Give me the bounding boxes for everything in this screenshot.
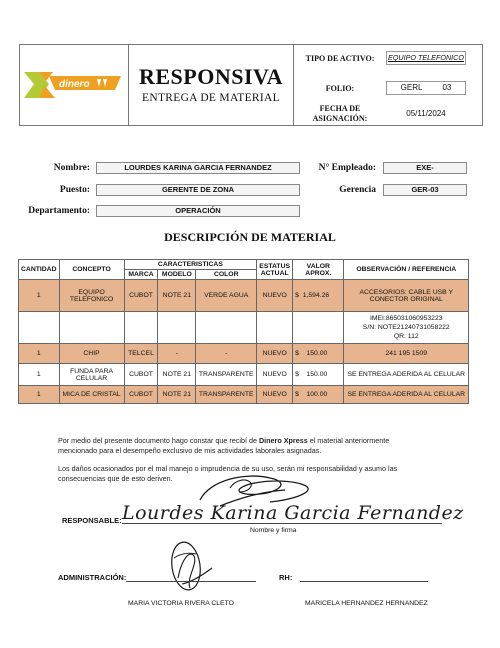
table-row — [19, 344, 469, 364]
currency-sign: $ — [295, 391, 299, 398]
cell-estatus — [257, 312, 293, 344]
para1-part-b: el material anteriormente — [307, 436, 390, 445]
table-row — [19, 280, 469, 312]
fecha-label — [300, 104, 380, 124]
cell-observacion: ACCESORIOS: CABLE USB Y CONECTOR ORIGINAL — [344, 280, 469, 312]
value-amount: 100.00 — [306, 391, 328, 398]
folio-prefix: GERL — [400, 83, 423, 92]
cell-marca: TELCEL — [124, 344, 158, 364]
cell-color: TRANSPARENTE — [196, 364, 257, 386]
rh-name: MARICELA HERNANDEZ HERNANDEZ — [305, 600, 428, 607]
value-amount: 150.00 — [306, 350, 328, 357]
nombre-field[interactable]: LOURDES KARINA GARCIA FERNANDEZ — [96, 162, 300, 174]
tipo-activo-value: EQUIPO TELEFONICO — [386, 51, 466, 65]
folio-label: FOLIO: — [325, 84, 355, 93]
cell-concepto: FUNDA PARA CELULAR — [59, 364, 124, 386]
gerencia-label: Gerencia — [339, 185, 376, 195]
responsable-signed-name: Lourdes Karina Garcia Fernandez — [122, 502, 464, 524]
col-estatus — [257, 260, 293, 280]
title-area — [129, 44, 294, 126]
logo-brand-text: dinero — [59, 79, 90, 90]
cell-estatus: NUEVO — [257, 280, 293, 312]
cell-cantidad: 1 — [19, 344, 60, 364]
cell-color: VERDE AGUA — [196, 280, 257, 312]
nombre-firma-label: Nombre y firma — [250, 527, 297, 534]
rh-signature-line — [300, 581, 428, 582]
folio-box — [386, 81, 466, 95]
col-estatus-line2: ACTUAL — [260, 269, 289, 277]
fecha-label-line2: ASIGNACIÓN: — [312, 114, 368, 123]
cell-modelo — [158, 312, 196, 344]
para1-part-c: mencionado para el desempeño exclusivo de mis actividades laborales asignadas. — [58, 446, 322, 455]
departamento-field[interactable]: OPERACIÓN — [96, 205, 300, 217]
para1-brand: Dinero Xpress — [258, 436, 308, 445]
cell-valor — [293, 386, 344, 404]
imei-text: IMEI:865031060953223 — [369, 315, 443, 322]
col-observacion: OBSERVACIÓN / REFERENCIA — [344, 260, 469, 280]
cell-observacion — [344, 312, 469, 344]
cell-concepto — [59, 312, 124, 344]
cell-cantidad: 1 — [19, 386, 60, 404]
col-marca: MARCA — [124, 270, 158, 280]
cell-valor — [293, 280, 344, 312]
material-table — [18, 259, 469, 404]
cell-color: - — [196, 344, 257, 364]
puesto-label: Puesto: — [59, 185, 90, 195]
col-caracteristicas: CARACTERISTICAS — [124, 260, 257, 270]
cell-marca — [124, 312, 158, 344]
signature-scribble-admin — [160, 538, 220, 600]
section-title: DESCRIPCIÓN DE MATERIAL — [164, 230, 336, 244]
puesto-field[interactable]: GERENTE DE ZONA — [96, 184, 300, 196]
cell-observacion: SE ENTREGA ADERIDA AL CELULAR — [344, 386, 469, 404]
cell-marca: CUBOT — [124, 364, 158, 386]
currency-sign: $ — [295, 371, 299, 378]
tipo-activo-label: TIPO DE ACTIVO: — [305, 54, 375, 63]
responsable-label: RESPONSABLE: — [62, 516, 122, 525]
value-amount: 1,594.26 — [302, 292, 330, 299]
serial-text: S/N: NOTE21240731058222 — [362, 324, 450, 331]
dinero-logo — [19, 44, 129, 126]
cell-modelo: NOTE 21 — [158, 386, 196, 404]
page-subtitle: ENTREGA DE MATERIAL — [142, 92, 280, 104]
fecha-value: 05/11/2024 — [406, 109, 446, 118]
logo-area — [19, 44, 129, 126]
table-header-row-1 — [19, 260, 469, 270]
cell-cantidad: 1 — [19, 364, 60, 386]
admin-signature-line — [126, 581, 256, 582]
page-title: RESPONSIVA — [139, 64, 283, 89]
qr-text: QR: 112 — [393, 333, 419, 340]
cell-marca: CUBOT — [124, 280, 158, 312]
cell-estatus: NUEVO — [257, 386, 293, 404]
cell-concepto: EQUIPO TELEFONICO — [59, 280, 124, 312]
cell-color — [196, 312, 257, 344]
cell-observacion: 241 195 1509 — [344, 344, 469, 364]
cell-cantidad: 1 — [19, 280, 60, 312]
admin-name: MARIA VICTORIA RIVERA CLETO — [128, 600, 234, 607]
cell-modelo: NOTE 21 — [158, 280, 196, 312]
cell-modelo: - — [158, 344, 196, 364]
col-valor-line2: APROX. — [305, 269, 332, 277]
cell-cantidad — [19, 312, 60, 344]
col-estatus-line1: ESTATUS — [259, 262, 291, 270]
value-amount: 150.00 — [306, 371, 328, 378]
gerencia-field[interactable]: GER-03 — [383, 184, 467, 196]
col-cantidad: CANTIDAD — [19, 260, 60, 280]
table-row — [19, 364, 469, 386]
cell-valor — [293, 344, 344, 364]
paragraph-receipt — [58, 436, 458, 456]
col-valor — [293, 260, 344, 280]
cell-valor — [293, 364, 344, 386]
cell-estatus: NUEVO — [257, 364, 293, 386]
responsable-signature-line — [122, 523, 442, 524]
nombre-label: Nombre: — [53, 163, 90, 173]
table-row — [19, 386, 469, 404]
fecha-label-line1: FECHA DE — [319, 104, 361, 113]
folio-number: 03 — [442, 83, 452, 92]
cell-concepto: MICA DE CRISTAL — [59, 386, 124, 404]
cell-concepto: CHIP — [59, 344, 124, 364]
para2-part-b: consecuencias que de esto deriven. — [58, 474, 173, 483]
currency-sign: $ — [295, 292, 299, 299]
col-modelo: MODELO — [158, 270, 196, 280]
para1-part-a: Por medio del presente documento hago constar que recibí de — [58, 436, 259, 445]
currency-sign: $ — [295, 350, 299, 357]
cell-color: TRANSPARENTE — [196, 386, 257, 404]
cell-observacion: SE ENTREGA ADERIDA AL CELULAR — [344, 364, 469, 386]
rh-label: RH: — [279, 573, 293, 582]
col-valor-line1: VALOR — [306, 262, 330, 270]
table-row — [19, 312, 469, 344]
departamento-label: Departamento: — [28, 206, 90, 216]
para2-part-a: Los daños ocasionados por el mal manejo o imprudencia de su uso, serán mi responsabilidad y asumo las — [58, 464, 398, 473]
col-color: COLOR — [196, 270, 257, 280]
empleado-field[interactable]: EXE- — [383, 162, 467, 174]
administracion-label: ADMINISTRACIÓN: — [58, 573, 127, 582]
cell-valor — [293, 312, 344, 344]
cell-marca: CUBOT — [124, 386, 158, 404]
empleado-label: N° Empleado: — [318, 163, 376, 173]
col-concepto: CONCEPTO — [59, 260, 124, 280]
cell-modelo: NOTE 21 — [158, 364, 196, 386]
cell-estatus: NUEVO — [257, 344, 293, 364]
